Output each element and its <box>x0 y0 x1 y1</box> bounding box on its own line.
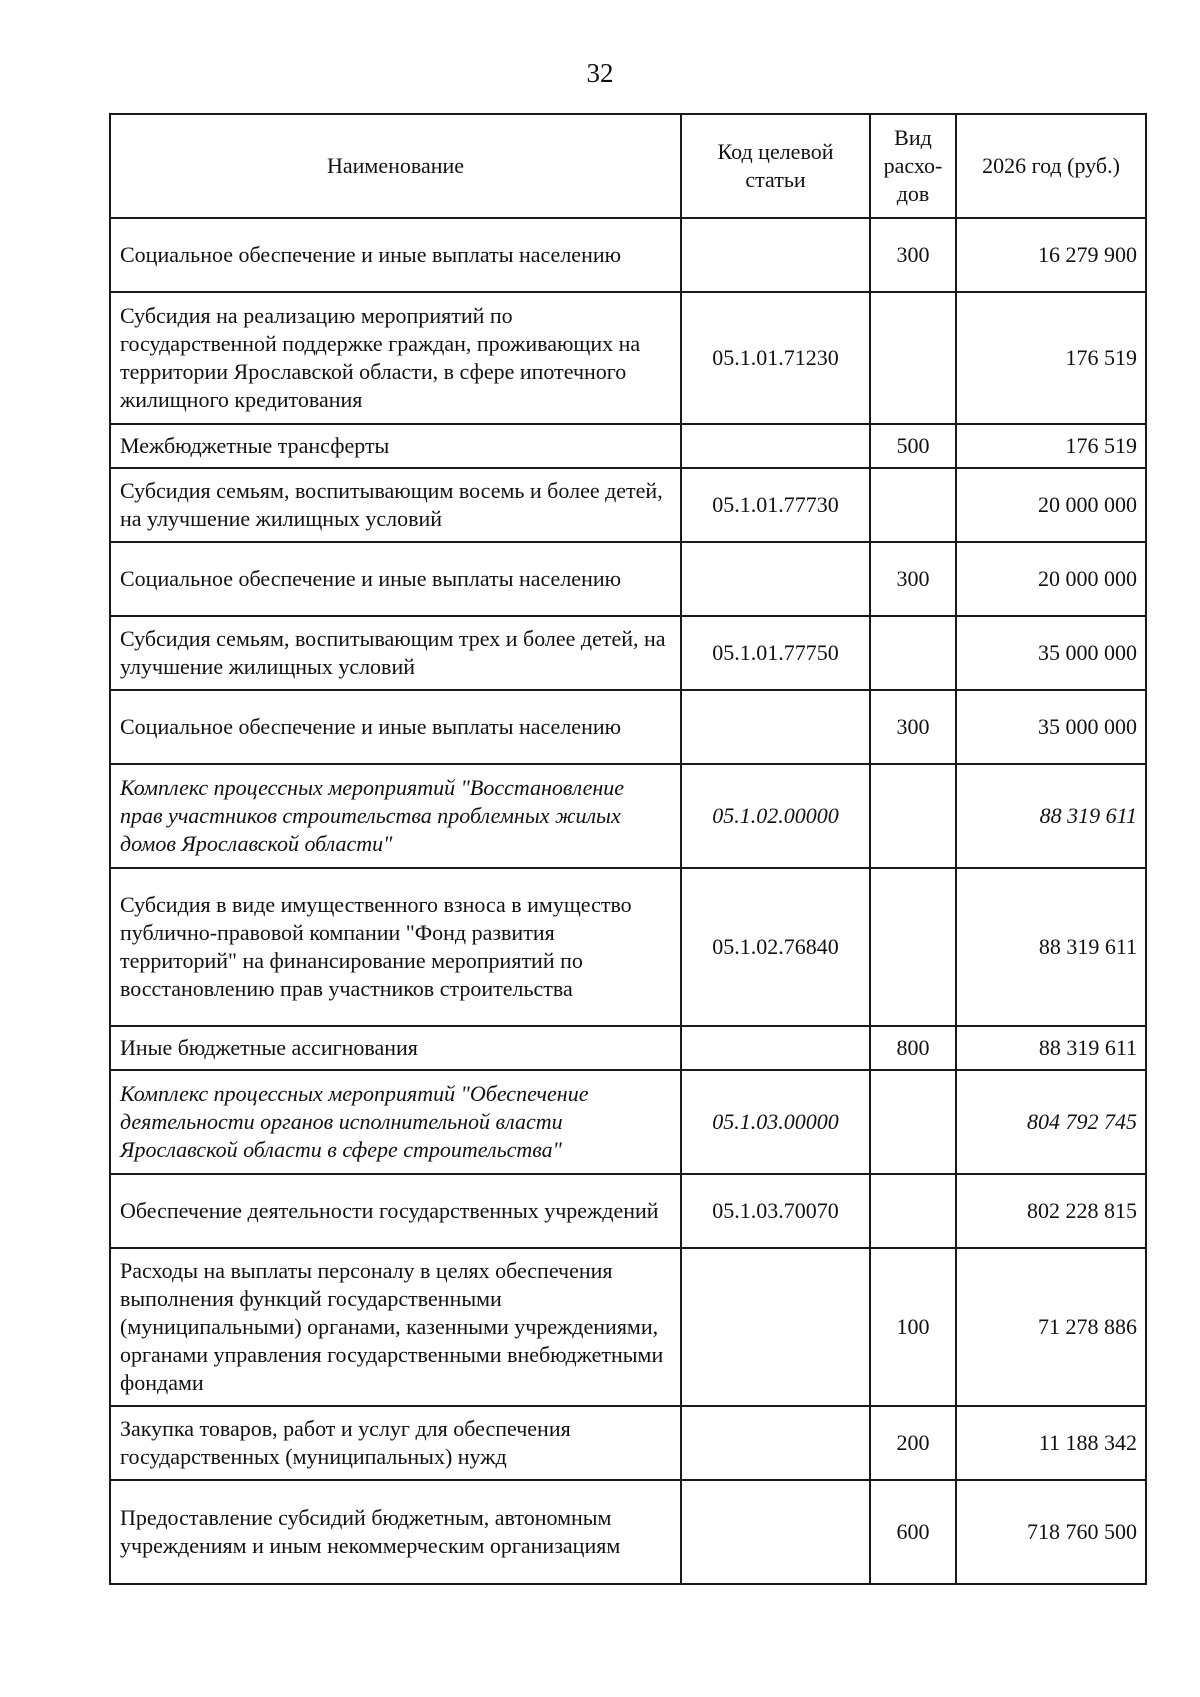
table-row <box>110 1174 1146 1248</box>
row-name-cell: Социальное обеспечение и иные выплаты населению <box>110 218 681 292</box>
header-amount: 2026 год (руб.) <box>956 114 1146 218</box>
row-type-cell: 600 <box>870 1480 956 1584</box>
row-code-cell: 05.1.01.71230 <box>681 292 870 424</box>
table-row <box>110 690 1146 764</box>
row-type-cell <box>870 292 956 424</box>
row-code-cell <box>681 218 870 292</box>
row-name-cell: Иные бюджетные ассигнования <box>110 1026 681 1070</box>
table-body <box>110 218 1146 1584</box>
row-code-cell: 05.1.03.70070 <box>681 1174 870 1248</box>
table-row <box>110 1026 1146 1070</box>
row-code-cell: 05.1.02.76840 <box>681 868 870 1026</box>
row-type-cell: 200 <box>870 1406 956 1480</box>
row-code-cell <box>681 1026 870 1070</box>
row-type-cell <box>870 1174 956 1248</box>
table-row <box>110 424 1146 468</box>
row-name-cell: Социальное обеспечение и иные выплаты населению <box>110 690 681 764</box>
table-row <box>110 1406 1146 1480</box>
row-code-cell: 05.1.02.00000 <box>681 764 870 868</box>
row-amount-cell: 20 000 000 <box>956 468 1146 542</box>
row-code-cell <box>681 424 870 468</box>
row-name-cell: Субсидия на реализацию мероприятий по государственной поддержке граждан, проживающих на территории Ярославской области, в сфере ипотечного жилищного кредитования <box>110 292 681 424</box>
table-row <box>110 292 1146 424</box>
table-row <box>110 1070 1146 1174</box>
row-amount-cell: 88 319 611 <box>956 1026 1146 1070</box>
row-type-cell: 100 <box>870 1248 956 1406</box>
table-row <box>110 1248 1146 1406</box>
row-amount-cell: 176 519 <box>956 292 1146 424</box>
row-name-cell: Субсидия семьям, воспитывающим трех и более детей, на улучшение жилищных условий <box>110 616 681 690</box>
row-name-cell: Комплекс процессных мероприятий "Обеспечение деятельности органов исполнительной власти Ярославской области в сфере строительства" <box>110 1070 681 1174</box>
header-type: Вид расхо-дов <box>870 114 956 218</box>
row-amount-cell: 176 519 <box>956 424 1146 468</box>
row-amount-cell: 71 278 886 <box>956 1248 1146 1406</box>
row-code-cell: 05.1.01.77730 <box>681 468 870 542</box>
table-row <box>110 1480 1146 1584</box>
row-amount-cell: 804 792 745 <box>956 1070 1146 1174</box>
table-row <box>110 868 1146 1026</box>
row-type-cell: 300 <box>870 690 956 764</box>
row-type-cell <box>870 1070 956 1174</box>
table-row <box>110 468 1146 542</box>
table-header-row <box>110 114 1146 218</box>
row-amount-cell: 16 279 900 <box>956 218 1146 292</box>
row-type-cell <box>870 868 956 1026</box>
row-type-cell: 300 <box>870 218 956 292</box>
row-amount-cell: 718 760 500 <box>956 1480 1146 1584</box>
row-name-cell: Межбюджетные трансферты <box>110 424 681 468</box>
row-amount-cell: 802 228 815 <box>956 1174 1146 1248</box>
row-code-cell <box>681 1480 870 1584</box>
row-amount-cell: 11 188 342 <box>956 1406 1146 1480</box>
page-number: 32 <box>586 58 614 88</box>
row-type-cell <box>870 764 956 868</box>
row-name-cell: Обеспечение деятельности государственных учреждений <box>110 1174 681 1248</box>
row-name-cell: Социальное обеспечение и иные выплаты населению <box>110 542 681 616</box>
header-name: Наименование <box>110 114 681 218</box>
row-type-cell: 300 <box>870 542 956 616</box>
row-code-cell <box>681 690 870 764</box>
row-type-cell: 800 <box>870 1026 956 1070</box>
table-row <box>110 616 1146 690</box>
header-code: Код целевой статьи <box>681 114 870 218</box>
row-type-cell <box>870 616 956 690</box>
row-name-cell: Субсидия в виде имущественного взноса в имущество публично-правовой компании "Фонд развития территорий" на финансирование мероприятий по восстановлению прав участников строительства <box>110 868 681 1026</box>
row-amount-cell: 20 000 000 <box>956 542 1146 616</box>
table-row <box>110 218 1146 292</box>
row-code-cell: 05.1.03.00000 <box>681 1070 870 1174</box>
row-type-cell <box>870 468 956 542</box>
table-row <box>110 542 1146 616</box>
row-name-cell: Закупка товаров, работ и услуг для обеспечения государственных (муниципальных) нужд <box>110 1406 681 1480</box>
row-name-cell: Комплекс процессных мероприятий "Восстановление прав участников строительства проблемных жилых домов Ярославской области" <box>110 764 681 868</box>
row-code-cell <box>681 1248 870 1406</box>
row-amount-cell: 88 319 611 <box>956 868 1146 1026</box>
table-row <box>110 764 1146 868</box>
row-amount-cell: 35 000 000 <box>956 616 1146 690</box>
row-name-cell: Субсидия семьям, воспитывающим восемь и более детей, на улучшение жилищных условий <box>110 468 681 542</box>
budget-table <box>109 113 1147 1585</box>
row-name-cell: Предоставление субсидий бюджетным, автономным учреждениям и иным некоммерческим организациям <box>110 1480 681 1584</box>
row-code-cell: 05.1.01.77750 <box>681 616 870 690</box>
row-amount-cell: 35 000 000 <box>956 690 1146 764</box>
row-code-cell <box>681 1406 870 1480</box>
row-type-cell: 500 <box>870 424 956 468</box>
row-amount-cell: 88 319 611 <box>956 764 1146 868</box>
row-name-cell: Расходы на выплаты персоналу в целях обеспечения выполнения функций государственными (муниципальными) органами, казенными учреждениями, органами управления государственными внебюджетными фондами <box>110 1248 681 1406</box>
row-code-cell <box>681 542 870 616</box>
